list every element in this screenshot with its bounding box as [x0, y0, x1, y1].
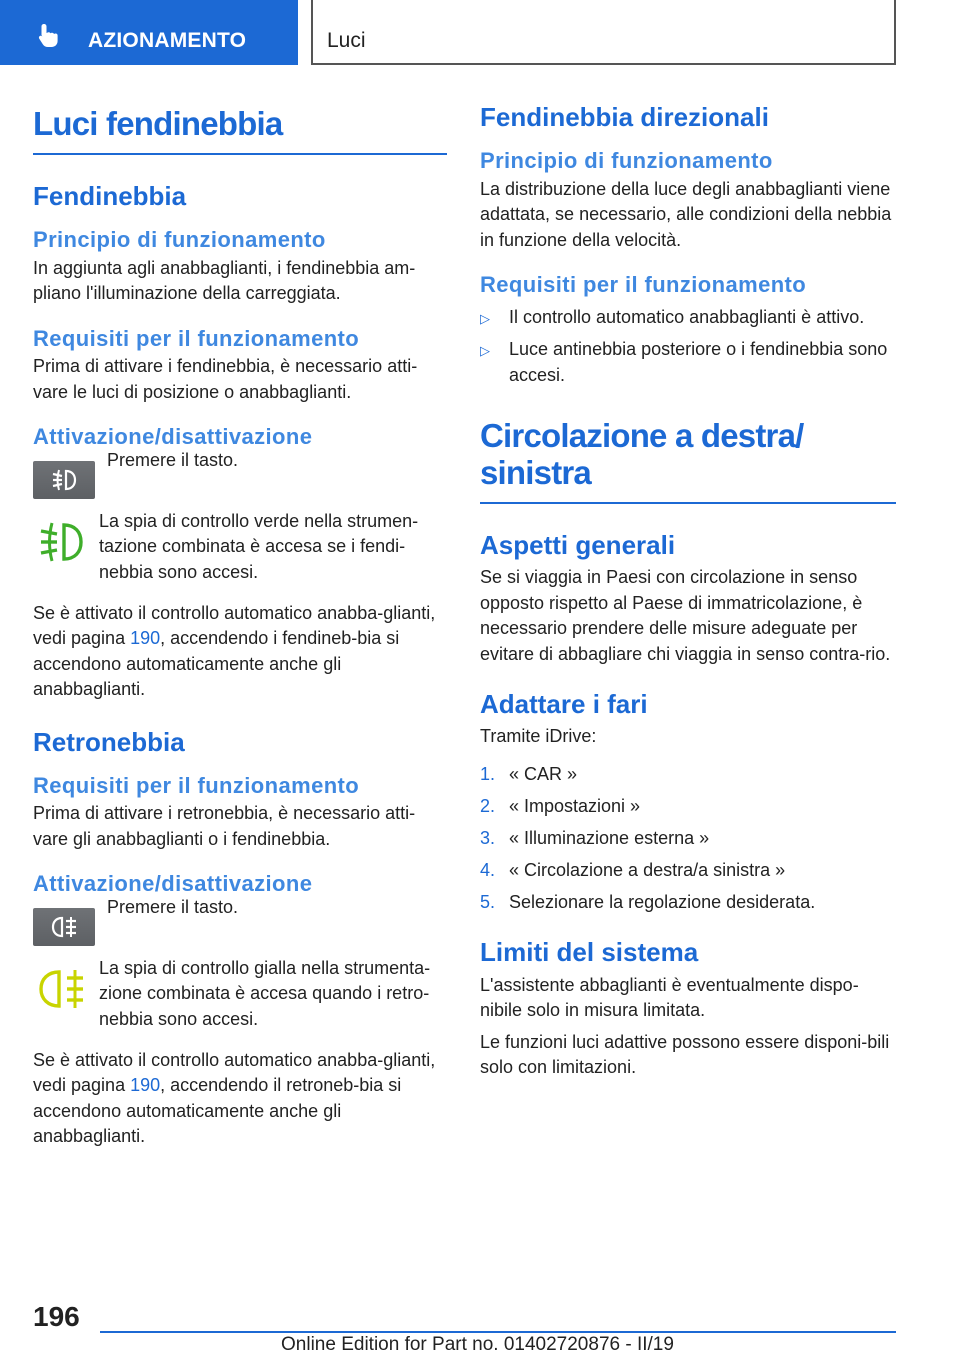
hand-pointer-icon: [36, 22, 62, 48]
heading-rear-fog: Retronebbia: [33, 726, 185, 757]
heading-system-limits: Limiti del sistema: [480, 937, 699, 968]
front-fog-auto-text-b: , accendendo i fendineb-bia si accendono automaticamente anche gli anabbaglianti.: [33, 628, 400, 700]
step-text: Selezionare la regolazione desiderata.: [509, 891, 816, 912]
rear-fog-button[interactable]: [33, 908, 95, 946]
list-item: [480, 305, 896, 331]
press-button-text: Premere il tasto.: [107, 449, 239, 470]
front-fog-button-row: [33, 449, 447, 509]
section-title-traffic-line1: Circolazione a destra/: [480, 417, 804, 455]
section-tab[interactable]: [0, 0, 298, 65]
list-item: [480, 762, 896, 788]
rear-fog-auto-text-a: Se è attivato il controllo automatico anabba-glianti, vedi pagina: [33, 1049, 436, 1096]
text-principle: In aggiunta agli anabbaglianti, i fendinebbia am-pliano l'illuminazione della carreggiata.: [33, 257, 416, 304]
page-link-190-rear[interactable]: 190: [130, 1075, 161, 1096]
front-fog-indicator-row: [33, 509, 447, 591]
triangle-bullet-icon: ▷: [480, 343, 490, 359]
text-limits-2: Le funzioni luci adattive possono essere disponi-bili solo con limitazioni.: [480, 1031, 890, 1078]
rear-fog-indicator-text: La spia di controllo gialla nella strumenta-zione combinata è accesa quando i retro-nebbia sono accesi.: [99, 957, 431, 1029]
step-text[interactable]: « Illuminazione esterna »: [509, 827, 710, 848]
step-text[interactable]: « Circolazione a destra/a sinistra »: [509, 859, 786, 880]
list-item-text: Luce antinebbia posteriore o i fendinebbia sono accesi.: [509, 339, 888, 385]
text-adapt-intro: Tramite iDrive:: [480, 726, 597, 747]
text-directional-principle: La distribuzione della luce degli anabbaglianti viene adattata, se necessario, alle condizioni della nebbia in funzione della velocità.: [480, 178, 892, 250]
rear-fog-button-row: [33, 896, 447, 956]
heading-front-fog: Fendinebbia: [33, 180, 187, 211]
edition-note: Online Edition for Part no. 01402720876 - II/19: [281, 1334, 674, 1355]
list-item: [480, 337, 896, 388]
step-number: 4.: [480, 859, 496, 880]
heading-directional-requirements: Requisiti per il funzionamento: [480, 272, 807, 298]
heading-directional-principle: Principio di funzionamento: [480, 148, 773, 174]
right-column: [480, 100, 896, 1081]
section-label: AZIONAMENTO: [88, 29, 247, 52]
directional-requirements-list: [480, 305, 896, 389]
press-rear-button-text: Premere il tasto.: [107, 896, 239, 917]
chapter-box: [311, 0, 896, 65]
front-fog-auto-text-a: Se è attivato il controllo automatico anabba-glianti, vedi pagina: [33, 602, 436, 649]
heading-activation: Attivazione/disattivazione: [33, 424, 313, 450]
section-title-traffic: [480, 418, 896, 492]
heading-principle: Principio di funzionamento: [33, 227, 326, 253]
rear-fog-indicator-icon: [37, 968, 87, 1012]
rear-fog-indicator-row: [33, 956, 447, 1038]
left-column: [33, 100, 447, 1150]
page-link-190[interactable]: 190: [130, 628, 161, 649]
step-number: 2.: [480, 795, 496, 816]
text-rear-requirements: Prima di attivare i retronebbia, è necessario atti-vare gli anabbaglianti o i fendinebbia.: [33, 803, 416, 849]
rear-fog-light-icon: [49, 915, 79, 939]
front-fog-auto-text: [33, 601, 447, 703]
section-title-traffic-line2: sinistra: [480, 454, 591, 492]
list-item: [480, 826, 896, 852]
section-title-fog-lights: Luci fendinebbia: [33, 105, 283, 142]
step-number: 3.: [480, 827, 496, 848]
text-general: Se si viaggia in Paesi con circolazione in senso opposto rispetto al Paese di immatricolazione, è necessario prendere delle misure adeguate per evitare di abbagliare chi viaggia in senso contra-rio.: [480, 567, 891, 664]
heading-requirements: Requisiti per il funzionamento: [33, 325, 360, 351]
rear-fog-auto-text-b: , accendendo il retroneb-bia si accendono automaticamente anche gli anabbaglianti.: [33, 1075, 402, 1147]
text-limits-1: L'assistente abbaglianti è eventualmente dispo-nibile solo in misura limitata.: [480, 974, 859, 1021]
heading-rear-activation: Attivazione/disattivazione: [33, 871, 313, 897]
footer-divider: [100, 1331, 896, 1333]
list-item: [480, 890, 896, 916]
step-text[interactable]: « CAR »: [509, 763, 578, 784]
page-number: 196: [33, 1301, 80, 1332]
list-item: [480, 794, 896, 820]
list-item-text: Il controllo automatico anabbaglianti è attivo.: [509, 306, 865, 327]
title-divider: [480, 502, 896, 504]
heading-rear-requirements: Requisiti per il funzionamento: [33, 772, 360, 798]
step-text[interactable]: « Impostazioni »: [509, 795, 641, 816]
heading-directional-fog: Fendinebbia direzionali: [480, 102, 769, 132]
step-number: 5.: [480, 891, 496, 912]
front-fog-indicator-text: La spia di controllo verde nella strumen-tazione combinata è accesa se i fendi-nebbia sono accesi.: [99, 510, 419, 582]
step-number: 1.: [480, 763, 496, 784]
heading-general: Aspetti generali: [480, 530, 676, 561]
text-requirements: Prima di attivare i fendinebbia, è necessario atti-vare le luci di posizione o anabbaglianti.: [33, 356, 418, 402]
triangle-bullet-icon: ▷: [480, 310, 490, 326]
idrive-steps-list: [480, 762, 896, 916]
rear-fog-auto-text: [33, 1048, 447, 1150]
front-fog-light-icon: [49, 468, 79, 492]
chapter-title: Luci: [327, 29, 366, 52]
list-item: [480, 858, 896, 884]
front-fog-button[interactable]: [33, 461, 95, 499]
title-divider: [33, 153, 447, 155]
front-fog-indicator-icon: [37, 521, 87, 565]
heading-adapt-headlights: Adattare i fari: [480, 689, 648, 720]
